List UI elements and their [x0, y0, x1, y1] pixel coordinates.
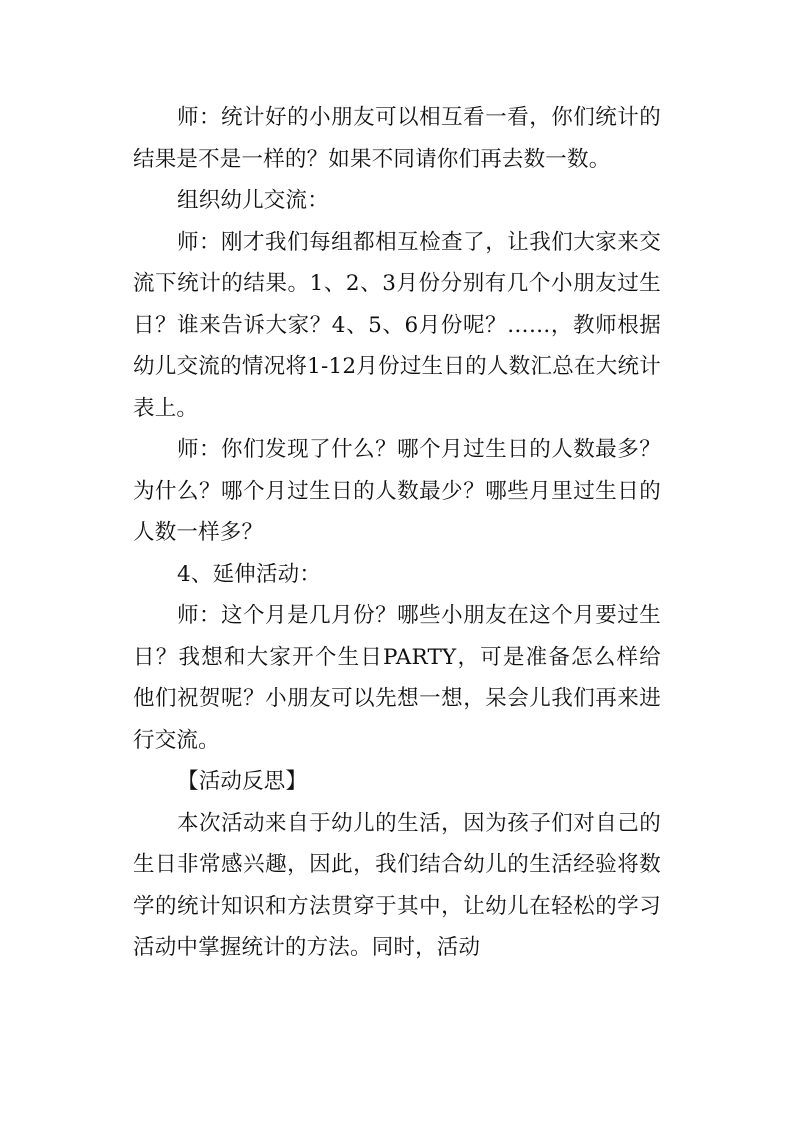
section-heading-activity-reflection: 【活动反思】: [177, 769, 308, 794]
document-body: [133, 97, 661, 969]
paragraph-teacher-check-results: 师：统计好的小朋友可以相互看一看，你们统计的结果是不是一样的？如果不同请你们再去数一数。: [133, 105, 661, 172]
paragraph-teacher-questions: 师：你们发现了什么？哪个月过生日的人数最多？为什么？哪个月过生日的人数最少？哪些月里过生日的人数一样多？: [133, 437, 661, 545]
section-heading-extension-activity: 4、延伸活动：: [177, 561, 322, 587]
paragraph-birthday-party: 师：这个月是几月份？哪些小朋友在这个月要过生日？我想和大家开个生日PARTY，可是准备怎么样给他们祝贺呢？小朋友可以先想一想，呆会儿我们再来进行交流。: [133, 603, 661, 753]
paragraph-reflection: 本次活动来自于幼儿的生活，因为孩子们对自己的生日非常感兴趣，因此，我们结合幼儿的生活经验将数学的统计知识和方法贯穿于其中，让幼儿在轻松的学习活动中掌握统计的方法。同时，活动: [133, 810, 661, 960]
paragraph-teacher-exchange-results: 师：刚才我们每组都相互检查了，让我们大家来交流下统计的结果。1、2、3月份分别有几个小朋友过生日？谁来告诉大家？4、5、6月份呢？……，教师根据幼儿交流的情况将1-12月份过生日的人数汇总在大统计表上。: [133, 229, 661, 421]
paragraph-organize-exchange: 组织幼儿交流：: [177, 188, 329, 213]
